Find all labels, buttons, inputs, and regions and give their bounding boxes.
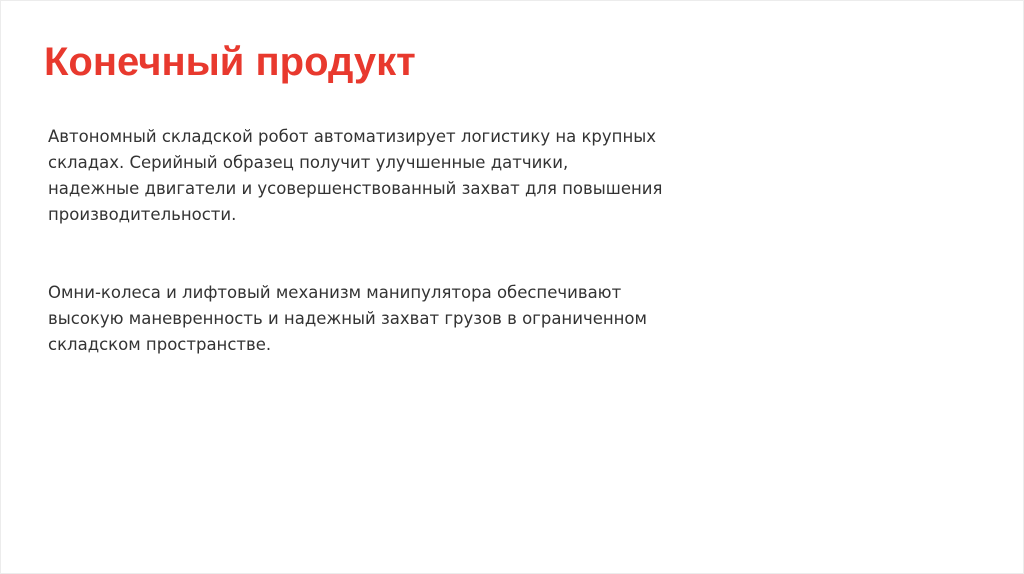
paragraph-1-line: надежные двигатели и усовершенствованный захват для повышения <box>48 179 663 198</box>
slide-title: Конечный продукт <box>44 40 416 84</box>
paragraph-2 <box>48 280 708 358</box>
paragraph-1-line: Автономный складской робот автоматизирует логистику на крупных <box>48 127 657 146</box>
paragraph-2-line: Омни-колеса и лифтовый механизм манипулятора обеспечивают <box>48 283 622 302</box>
slide-body <box>48 124 708 358</box>
paragraph-1 <box>48 124 708 228</box>
paragraph-2-line: высокую маневренность и надежный захват грузов в ограниченном <box>48 309 647 328</box>
paragraph-1-line: производительности. <box>48 205 237 224</box>
paragraph-2-line: складском пространстве. <box>48 335 272 354</box>
paragraph-1-line: складах. Серийный образец получит улучшенные датчики, <box>48 153 569 172</box>
